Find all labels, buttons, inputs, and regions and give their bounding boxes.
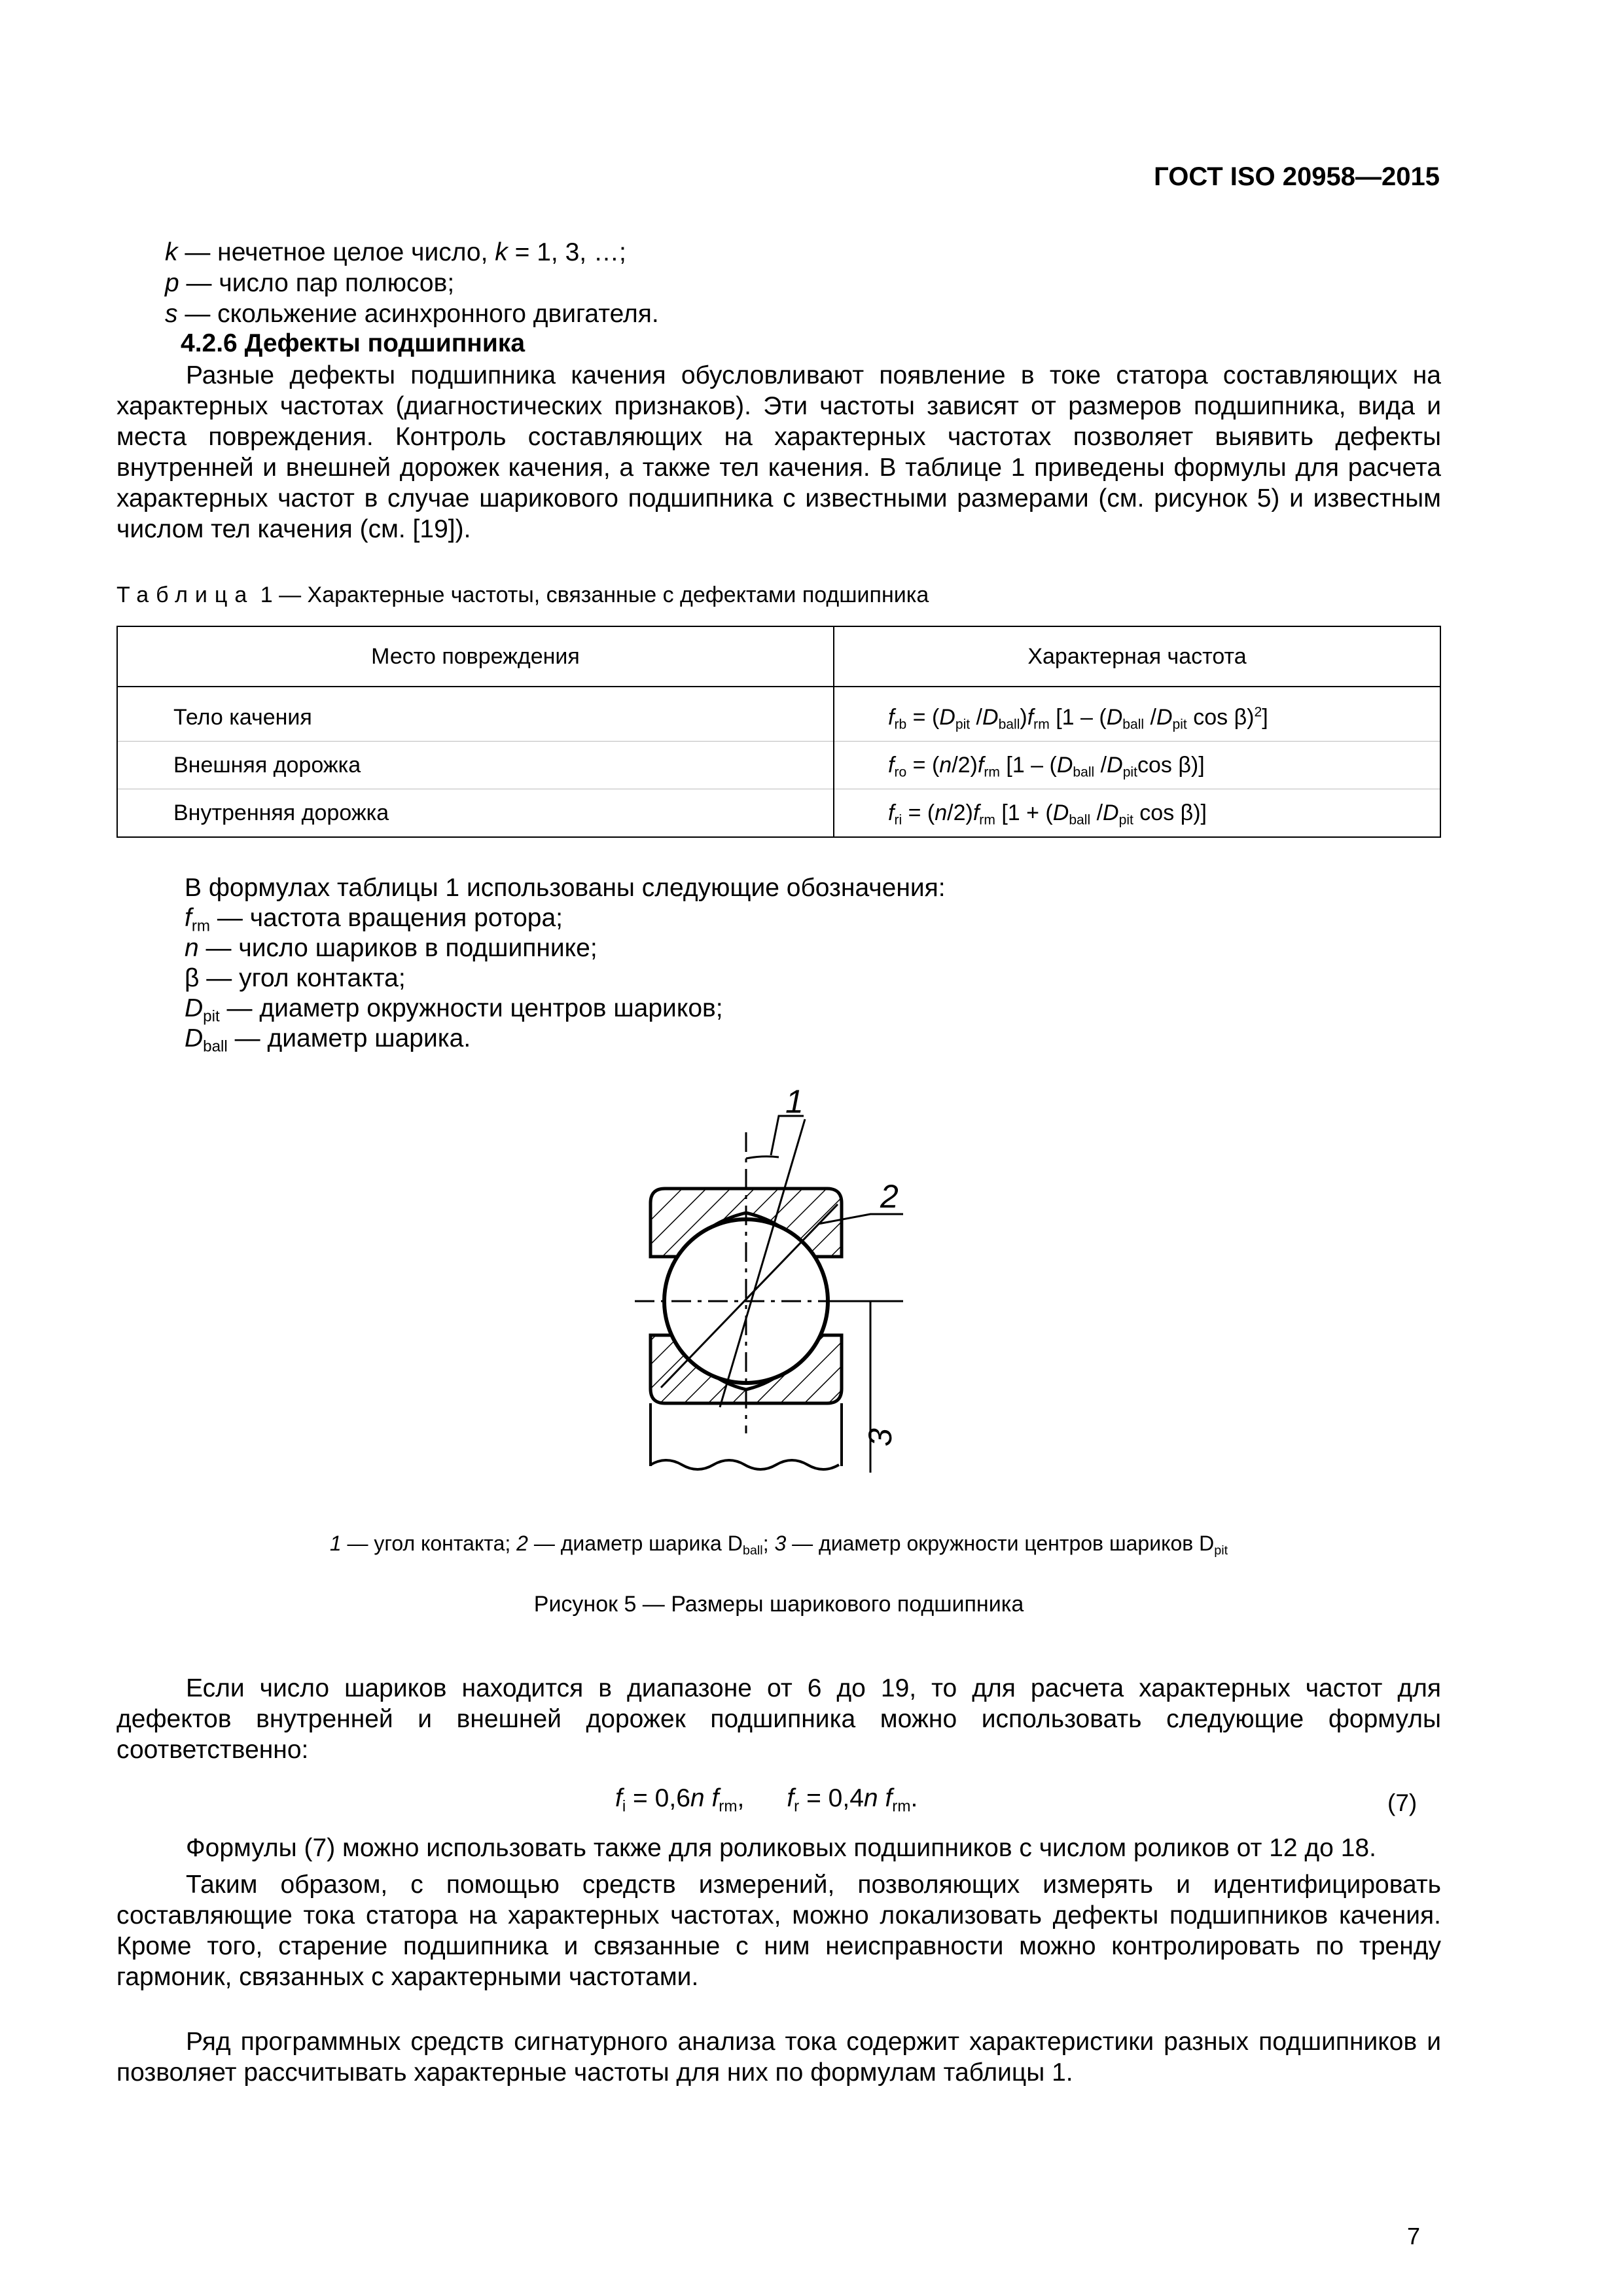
figure-label-1: 1 xyxy=(785,1083,804,1120)
legend-item: $D_{pit}$ — диаметр окружности центров шариков; xyxy=(185,994,723,1026)
page-number: 7 xyxy=(1407,2223,1421,2250)
formula-cell-rolling-element: $f_{rb} = (D_{pit}$ $/D_{ball})f_{rm}$ [$1 - (D_{ball}$ $/D_{pit}$ cos β)$^2$] xyxy=(834,694,1440,742)
table-row xyxy=(117,694,1440,742)
paragraph-thus: Таким образом, с помощью средств измерений, позволяющих измерять и идентифицировать составляющие тока статора на характерных частотах, можно локализовать дефекты подшипников качения. Кроме того, старение подшипника и связанные с ним неисправности можно контролировать по тренду гармоник, связанных с характерными частотами. xyxy=(116,1871,1441,1991)
legend-item: n — число шариков в подшипнике; xyxy=(185,934,597,962)
table-row xyxy=(117,742,1440,789)
section-number: 4.2.6 xyxy=(181,329,238,357)
header-place: Место повреждения xyxy=(117,626,834,687)
section-title: Дефекты подшипника xyxy=(244,329,526,357)
formula-cell-outer-race: $f_{ro} = (n/2)f_{rm}$ [$1 - (D_{ball}$ $/D_{pit}\cos$ β)] xyxy=(834,742,1440,789)
legend-intro: В формулах таблицы 1 использованы следующие обозначения: xyxy=(185,874,946,902)
formula-cell-inner-race: $f_{ri} = (n/2)f_{rm}$ [$1 + (D_{ball}$ $/D_{pit}$ cos β)] xyxy=(834,789,1440,838)
legend-item: $D_{ball}$ — диаметр шарика. xyxy=(185,1024,471,1056)
figure-caption: Рисунок 5 — Размеры шарикового подшипника xyxy=(533,1592,1024,1617)
table-row xyxy=(117,789,1440,838)
section-heading xyxy=(181,329,525,358)
definition-s: s — скольжение асинхронного двигателя. xyxy=(165,300,659,328)
place-cell: Внутренняя дорожка xyxy=(117,789,834,838)
legend-item: β — угол контакта; xyxy=(185,964,406,992)
place-cell: Внешняя дорожка xyxy=(117,742,834,789)
paragraph-software: Ряд программных средств сигнатурного анализа тока содержит характеристики разных подшипников и позволяет рассчитывать характерные частоты для них по формулам таблицы 1. xyxy=(116,2028,1441,2087)
formula-number: (7) xyxy=(1387,1789,1418,1816)
symbol-definitions xyxy=(165,237,1343,329)
bearing-diagram xyxy=(622,1080,949,1492)
legend-item: $f_{rm}$ — частота вращения ротора; xyxy=(185,904,563,935)
paragraph-ball-count: Если число шариков находится в диапазоне от 6 до 19, то для расчета характерных частот для дефектов внутренней и внешней дорожек подшипника можно использовать следующие формулы соответственно: xyxy=(116,1674,1441,1764)
place-cell: Тело качения xyxy=(117,694,834,742)
document-header: ГОСТ ISO 20958—2015 xyxy=(1154,162,1440,191)
paragraph-rollers: Формулы (7) можно использовать также для роликовых подшипников с числом роликов от 12 до 18. xyxy=(186,1834,1376,1862)
formula-7: $f_i = 0,6n$ $f_{rm}$, $f_r = 0,4n$ $f_{rm}$. xyxy=(615,1784,918,1816)
figure-label-2: 2 xyxy=(880,1178,899,1215)
table-header-row xyxy=(117,626,1440,687)
intro-paragraph: Разные дефекты подшипника качения обусловливают появление в токе статора составляющих на характерных частотах (диагностических признаков). Эти частоты зависят от размеров подшипника, вида и места повреждения. Контроль составляющих на характерных частотах позволяет выявить дефекты внутренней и внешней дорожек качения, а также тел качения. В таблице 1 приведены формулы для расчета характерных частот в случае шарикового подшипника с известными размерами (см. рисунок 5) и известным числом тел качения (см. [19]). xyxy=(116,361,1441,543)
table-caption: Таблица 1 — Характерные частоты, связанные с дефектами подшипника xyxy=(116,583,929,607)
definition-k: k — нечетное целое число, k = 1, 3, …; xyxy=(165,238,626,266)
definition-p: p — число пар полюсов; xyxy=(165,269,455,297)
figure-label-3: 3 xyxy=(862,1428,899,1446)
figure-legend: 1 — угол контакта; 2 — диаметр шарика $D_{ball}$; 3 — диаметр окружности центров шариков $D_{pit}$ xyxy=(329,1532,1228,1558)
frequency-table xyxy=(116,626,1441,838)
formula-legend xyxy=(185,873,1363,1054)
header-frequency: Характерная частота xyxy=(834,626,1440,687)
